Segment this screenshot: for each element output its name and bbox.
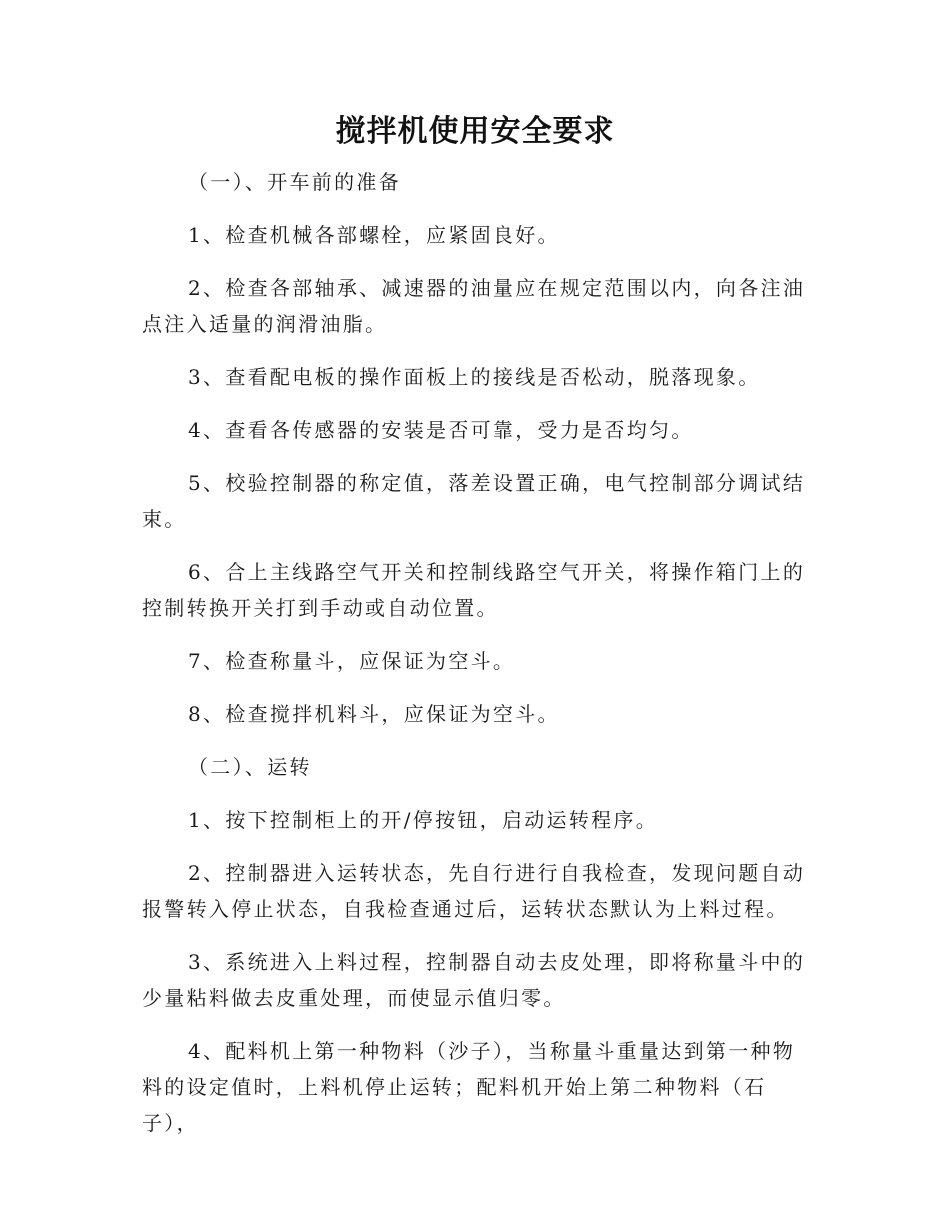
- list-item: 3、查看配电板的操作面板上的接线是否松动，脱落现象。: [188, 365, 761, 389]
- document-title: 搅拌机使用安全要求: [335, 114, 615, 149]
- list-item: 4、配料机上第一种物料（沙子），当称量斗重量达到第一种物料的设定值时，上料机停止运转；配料机开始上第二种物料（石子），: [142, 1039, 796, 1135]
- list-item: 7、检查称量斗，应保证为空斗。: [188, 649, 516, 673]
- list-item: 1、按下控制柜上的开/停按钮，启动运转程序。: [188, 808, 659, 832]
- list-item: 6、合上主线路空气开关和控制线路空气开关，将操作箱门上的控制转换开关打到手动或自动位置。: [142, 560, 806, 620]
- list-item: 2、控制器进入运转状态，先自行进行自我检查，发现问题自动报警转入停止状态，自我检查通过后，运转状态默认为上料过程。: [142, 861, 806, 921]
- list-item: 8、检查搅拌机料斗，应保证为空斗。: [188, 702, 560, 726]
- list-item: 3、系统进入上料过程，控制器自动去皮处理，即将称量斗中的少量粘料做去皮重处理，而使显示值归零。: [142, 950, 806, 1010]
- list-item: 2、检查各部轴承、减速器的油量应在规定范围以内，向各注油点注入适量的润滑油脂。: [142, 276, 806, 336]
- section-heading-operation: （二）、运转: [188, 755, 312, 779]
- list-item: 1、检查机械各部螺栓，应紧固良好。: [188, 223, 560, 247]
- list-item: 5、校验控制器的称定值，落差设置正确，电气控制部分调试结束。: [142, 471, 806, 531]
- list-item: 4、查看各传感器的安装是否可靠，受力是否均匀。: [188, 418, 694, 442]
- section-heading-preparation: （一）、开车前的准备: [188, 170, 401, 194]
- document-body: [142, 164, 810, 1141]
